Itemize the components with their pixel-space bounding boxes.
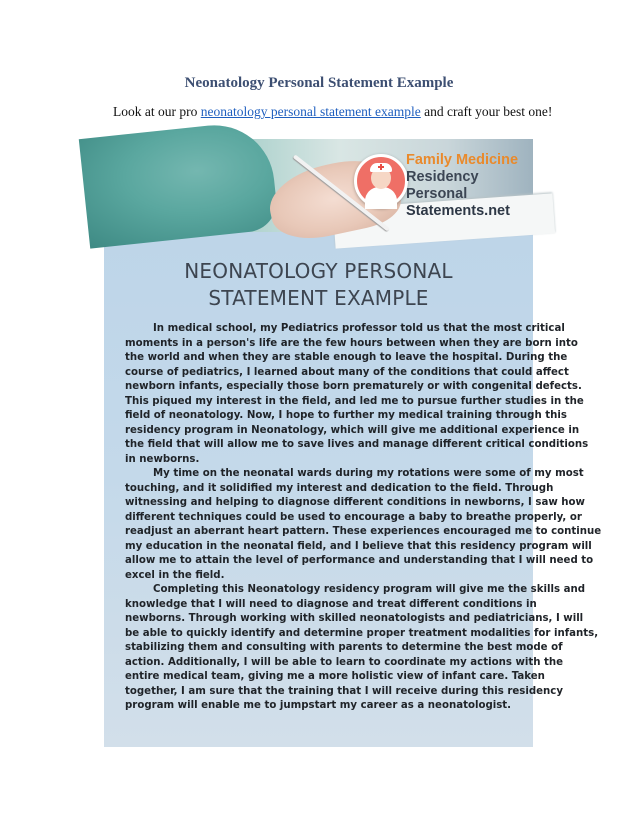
- logo-line-1: Family Medicine: [406, 152, 519, 168]
- statement-line: different techniques could be used to encourage a baby to breathe properly, or: [125, 511, 582, 523]
- statement-line: program will enable me to jumpstart my career as a neonatologist.: [125, 700, 512, 711]
- statement-paragraph: [125, 583, 599, 714]
- statement-line: Completing this Neonatology residency program will give me the skills and: [153, 584, 586, 595]
- statement-line: residency program in Neonatology, which will give me additional experience in: [125, 424, 580, 436]
- intro-suffix: and craft your best one!: [420, 104, 553, 119]
- intro-text: [113, 104, 633, 120]
- statement-line: readjust an aberrant heart pattern. These experiences encouraged me to continue: [125, 526, 602, 537]
- statement-line: the field that will allow me to save lives and manage different critical conditions: [125, 439, 589, 450]
- statement-line: My time on the neonatal wards during my rotations were some of my most: [153, 468, 584, 479]
- statement-line: moments in a person's life are the few hours between when they are born into: [125, 337, 578, 349]
- statement-line: the world and when they are stable enough to leave the hospital. During the: [125, 352, 568, 363]
- statement-line: touching, and it solidified my interest and dedication to the field. Through: [125, 482, 554, 494]
- statement-line: in newborns.: [125, 453, 200, 465]
- statement-body: [125, 322, 602, 714]
- statement-line: be able to quickly identify and determine proper treatment modalities for infants,: [125, 627, 599, 639]
- poster-heading-line-2: STATEMENT EXAMPLE: [208, 286, 429, 310]
- hero-photo: [104, 139, 533, 232]
- poster-heading: [104, 258, 533, 312]
- statement-line: together, I am sure that the training that I will receive during this residency: [125, 685, 563, 697]
- statement-line: knowledge that I will need to diagnose and treat different conditions in: [125, 598, 537, 610]
- statement-line: excel in the field.: [125, 569, 225, 581]
- nurse-logo-icon: [354, 154, 408, 208]
- logo-line-2: Residency: [406, 169, 479, 185]
- logo-line-3: Personal: [406, 186, 468, 202]
- scrubs-sleeve: [79, 119, 279, 248]
- logo-line-4: Statements.net: [406, 203, 510, 219]
- statement-line: action. Additionally, I will be able to learn to coordinate my actions with the: [125, 656, 564, 668]
- statement-line: In medical school, my Pediatrics professor told us that the most critical: [153, 323, 565, 334]
- statement-line: stabilizing them and consulting with parents to determine the best mode of: [125, 642, 563, 653]
- poster-heading-line-1: NEONATOLOGY PERSONAL: [184, 259, 453, 283]
- statement-line: entire medical team, giving me a more holistic view of infant care. Taken: [125, 671, 545, 682]
- statement-paragraph: [125, 322, 589, 467]
- statement-line: This piqued my interest in the field, and led me to pursue further studies in the: [125, 395, 584, 407]
- statement-line: field of neonatology. Now, I hope to further my medical training through this: [125, 410, 567, 421]
- statement-line: newborn infants, especially those born prematurely or with congenital defects.: [125, 381, 582, 392]
- medical-cross-icon: [378, 164, 384, 170]
- nurse-uniform: [365, 187, 397, 209]
- statement-line: course of pediatrics, I learned about many of the conditions that could affect: [125, 366, 569, 378]
- intro-prefix: Look at our pro: [113, 104, 201, 119]
- statement-poster-image: [104, 139, 602, 747]
- statement-paragraph: [125, 467, 602, 583]
- statement-line: newborns. Through working with skilled neonatologists and pediatricians, I will: [125, 613, 584, 624]
- statement-line: allow me to attain the level of performance and understanding that I will need to: [125, 555, 594, 566]
- document-title: Neonatology Personal Statement Example: [184, 75, 454, 91]
- statement-line: witnessing and helping to diagnose different conditions in newborns, I saw how: [125, 497, 585, 508]
- site-logo: [406, 152, 518, 220]
- statement-line: my education in the neonatal field, and I believe that this residency program will: [125, 540, 592, 552]
- statement-example-link[interactable]: neonatology personal statement example: [200, 104, 421, 119]
